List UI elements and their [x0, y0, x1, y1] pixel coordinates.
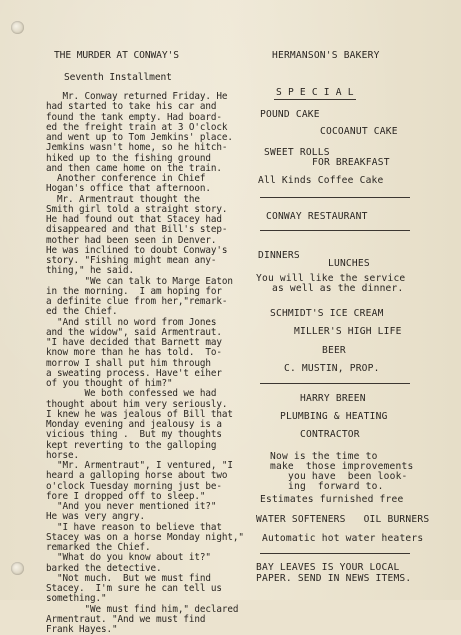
bakery-item-pound-cake: POUND CAKE [260, 109, 320, 120]
story-line: Stacey was on a horse Monday night," [46, 531, 244, 543]
story-line: ed the freight train at 3 O'clock [46, 121, 228, 133]
story-installment: Seventh Installment [64, 72, 172, 83]
story-line: Mr. Armentraut thought the [46, 193, 200, 205]
story-line: He had found out that Stacey had [46, 214, 222, 225]
restaurant-prop: C. MUSTIN, PROP. [284, 363, 380, 374]
story-line: Mr. Conway returned Friday. He [46, 91, 228, 102]
story-line: I knew he was jealous of Bill that [46, 408, 233, 420]
story-line: kept reverting to the galloping [46, 439, 217, 451]
story-line: story. "Fishing might mean any- [46, 255, 217, 266]
divider [260, 553, 410, 554]
story-line: Hogan's office that afternoon. [46, 183, 211, 195]
story-line: know more than he has told. To- [46, 347, 222, 359]
story-line: "I have decided that Barnett may [46, 337, 222, 348]
story-line: barked the detective. [46, 562, 162, 574]
plumbing-softeners: WATER SOFTENERS OIL BURNERS [256, 514, 430, 525]
story-line: horse. [46, 449, 79, 461]
story-line: hiked up to the fishing ground [46, 152, 211, 164]
story-line: found the tank empty. Had board- [46, 111, 222, 123]
story-line: We both confessed we had [46, 388, 217, 400]
story-line: morrow I shall put him through [46, 357, 211, 369]
story-line: Another conference in Chief [46, 173, 206, 184]
bakery-item-cocoanut-cake: COCOANUT CAKE [320, 126, 398, 137]
story-line: of you thought of him?" [46, 378, 173, 389]
divider [260, 197, 410, 198]
restaurant-line1: You will like the service [256, 273, 406, 284]
restaurant-beer: BEER [322, 345, 346, 356]
story-line: thing," he said. [46, 265, 134, 277]
bakery-item-coffee-cake: All Kinds Coffee Cake [258, 175, 384, 186]
story-line: thought about him very seriously. [46, 398, 228, 410]
story-line: "What do you know about it?" [46, 552, 211, 564]
story-line: had started to take his car and [46, 101, 217, 113]
story-line: and went up to Tom Jemkins' place. [46, 132, 233, 143]
story-line: "Not much. But we must find [46, 572, 211, 584]
restaurant-line2: as well as the dinner. [272, 283, 404, 294]
story-line: and then came home on the train. [46, 162, 222, 174]
story-line: o'clock Tuesday morning just be- [46, 480, 222, 492]
story-line: He was very angry. [46, 511, 145, 523]
story-title: THE MURDER AT CONWAY'S [54, 50, 179, 61]
divider [274, 99, 356, 100]
story-line: mother had been seen in Denver. [46, 234, 217, 246]
story-line: disappeared and that Bill's step- [46, 224, 228, 236]
plumbing-body3: you have been look- [288, 471, 408, 482]
story-line: Armentraut. "And we must find [46, 613, 206, 625]
story-line: something." [46, 593, 107, 605]
bakery-item-sweet-rolls: SWEET ROLLS [264, 147, 330, 158]
story-line: a sweating process. Have't eiher [46, 367, 222, 379]
plumbing-body4: ing forward to. [288, 481, 384, 492]
story-line: Frank Hayes." [46, 624, 118, 635]
restaurant-dinners: DINNERS [258, 250, 300, 261]
footer-line1: BAY LEAVES IS YOUR LOCAL [256, 562, 400, 573]
story-line: "We must find him," declared [46, 603, 239, 615]
story-line: heard a galloping horse about two [46, 470, 228, 482]
plumbing-body1: Now is the time to [270, 451, 378, 462]
story-line: vicious thing . But my thoughts [46, 429, 222, 441]
story-line: fore I dropped off to sleep." [46, 490, 206, 502]
story-line: He was inclined to doubt Conway's [46, 244, 228, 256]
restaurant-miller: MILLER'S HIGH LIFE [294, 326, 402, 337]
plumbing-heaters: Automatic hot water heaters [262, 533, 424, 544]
story-line: ed the Chief. [46, 306, 118, 318]
story-line: Stacey. I'm sure he can tell us [46, 583, 222, 594]
bakery-name: HERMANSON'S BAKERY [272, 50, 380, 61]
story-line: Monday evening and jealousy is a [46, 419, 222, 430]
plumbing-name: HARRY BREEN [300, 393, 366, 404]
restaurant-name: CONWAY RESTAURANT [266, 211, 368, 222]
story-line: "And still no word from Jones [46, 316, 217, 328]
plumbing-line2: CONTRACTOR [300, 429, 360, 440]
story-line: a definite clue from her,"remark- [46, 296, 228, 307]
restaurant-ice-cream: SCHMIDT'S ICE CREAM [270, 308, 384, 319]
story-line: "And you never mentioned it?" [46, 501, 217, 512]
footer-line2: PAPER. SEND IN NEWS ITEMS. [256, 573, 412, 584]
punch-hole-icon [11, 21, 24, 34]
divider [260, 230, 410, 231]
story-line: Smith girl told a straight story. [46, 203, 228, 215]
bakery-item-breakfast: FOR BREAKFAST [312, 157, 390, 168]
story-line: Jemkins wasn't home, so he hitch- [46, 142, 228, 154]
bakery-special: S P E C I A L [276, 87, 354, 98]
punch-hole-icon [11, 562, 24, 575]
divider [260, 383, 410, 384]
restaurant-lunches: LUNCHES [328, 258, 370, 269]
plumbing-estimates: Estimates furnished free [260, 494, 404, 505]
plumbing-line1: PLUMBING & HEATING [280, 411, 388, 422]
story-line: "Mr. Armentraut", I ventured, "I [46, 460, 233, 471]
story-line: "We can talk to Marge Eaton [46, 275, 233, 287]
story-line: "I have reason to believe that [46, 521, 222, 533]
plumbing-body2: make those improvements [270, 461, 414, 472]
story-line: remarked the Chief. [46, 542, 151, 553]
story-line: and the widow", said Armentraut. [46, 326, 222, 338]
story-line: in the morning. I am hoping for [46, 285, 222, 297]
